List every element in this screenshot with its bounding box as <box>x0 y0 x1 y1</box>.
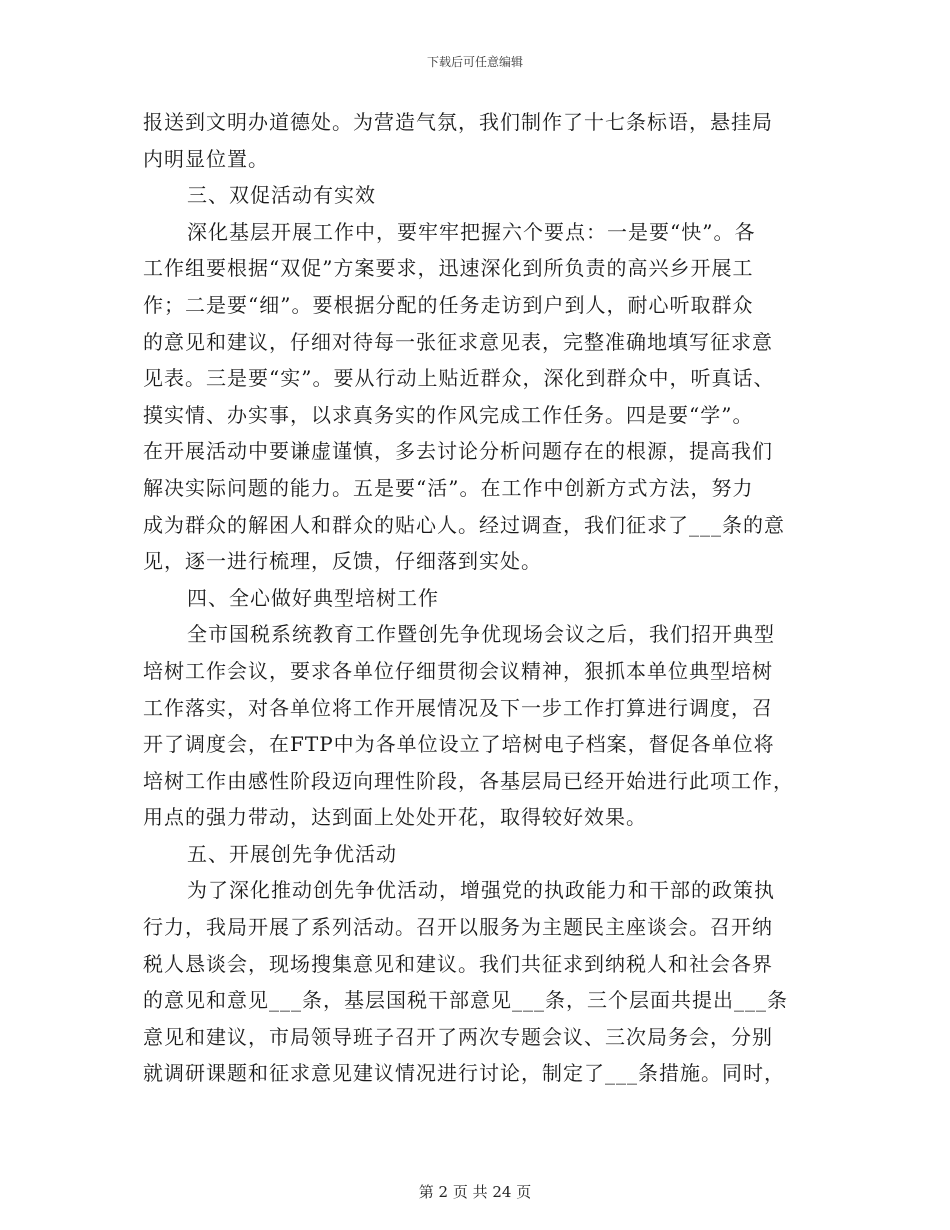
text-line: 见表。三是要“实”。要从行动上贴近群众，深化到群众中，听真话、 <box>143 366 775 391</box>
text-line: 全市国税系统教育工作暨创先争优现场会议之后，我们招开典型 <box>187 622 775 647</box>
text-line: 开了调度会，在FTP中为各单位设立了培树电子档案，督促各单位将 <box>143 732 775 757</box>
text-line: 的意见和建议，仔细对待每一张征求意见表，完整准确地填写征求意 <box>143 329 773 354</box>
text-line: 报送到文明办道德处。为营造气氛，我们制作了十七条标语，悬挂局 <box>143 110 773 134</box>
section-heading: 四、全心做好典型培树工作 <box>187 585 439 610</box>
text-line: 用点的强力带动，达到面上处处开花，取得较好效果。 <box>143 805 647 830</box>
text-line: 税人恳谈会，现场搜集意见和建议。我们共征求到纳税人和社会各界 <box>143 951 773 976</box>
text-line: 摸实情、办实事，以求真务实的作风完成工作任务。四是要“学”。 <box>143 402 754 427</box>
text-line: 就调研课题和征求意见建议情况进行讨论，制定了___条措施。同时， <box>143 1061 785 1086</box>
text-line: 的意见和意见___条，基层国税干部意见___条，三个层面共提出___条 <box>143 988 788 1013</box>
document-body <box>143 104 811 1092</box>
text-line: 内明显位置。 <box>143 146 269 171</box>
text-line: 工作组要根据“双促”方案要求，迅速深化到所负责的高兴乡开展工 <box>143 256 754 281</box>
section-heading: 三、双促活动有实效 <box>187 183 376 208</box>
text-line: 行力，我局开展了系列活动。召开以服务为主题民主座谈会。召开纳 <box>143 915 773 940</box>
page-header: 下载后可任意编辑 <box>426 55 523 69</box>
section-heading: 五、开展创先争优活动 <box>187 841 397 866</box>
text-line: 解决实际问题的能力。五是要“活”。在工作中创新方式方法，努力 <box>143 475 754 500</box>
text-line: 在开展活动中要谦虚谨慎，多去讨论分析问题存在的根源，提高我们 <box>143 439 773 464</box>
text-line: 意见和建议，市局领导班子召开了两次专题会议、三次局务会，分别 <box>143 1024 773 1049</box>
text-line: 成为群众的解困人和群众的贴心人。经过调查，我们征求了___条的意 <box>143 512 785 537</box>
text-line: 培树工作会议，要求各单位仔细贯彻会议精神，狠抓本单位典型培树 <box>143 658 773 683</box>
page-footer: 第 2 页 共 24 页 <box>418 1183 532 1201</box>
text-line: 见，逐一进行梳理，反馈，仔细落到实处。 <box>143 549 542 574</box>
text-line: 深化基层开展工作中，要牢牢把握六个要点：一是要“快”。各 <box>187 219 756 244</box>
text-line: 为了深化推动创先争优活动，增强党的执政能力和干部的政策执 <box>187 878 775 903</box>
text-line: 培树工作由感性阶段迈向理性阶段，各基层局已经开始进行此项工作， <box>143 768 794 793</box>
text-line: 作；二是要“细”。要根据分配的任务走访到户到人，耐心听取群众 <box>143 292 754 317</box>
text-line: 工作落实，对各单位将工作开展情况及下一步工作打算进行调度，召 <box>143 695 773 720</box>
